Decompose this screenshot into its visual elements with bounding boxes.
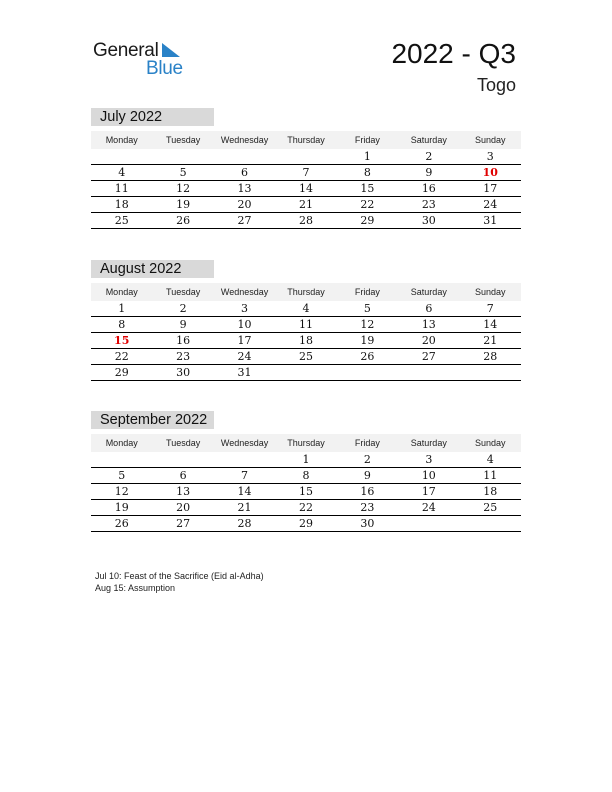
weekday-label: Monday	[105, 438, 138, 448]
day-cell: 7	[486, 302, 494, 315]
day-cell: 26	[114, 517, 129, 530]
weekday-label: Thursday	[287, 438, 325, 448]
day-cell: 20	[421, 334, 436, 347]
day-cell: 13	[237, 182, 252, 195]
weekday-label: Thursday	[287, 287, 325, 297]
day-cell: 16	[360, 485, 375, 498]
day-cell: 31	[237, 366, 252, 379]
weekday-label: Monday	[105, 135, 138, 145]
day-cell: 16	[176, 334, 191, 347]
day-cell: 20	[176, 501, 191, 514]
day-cell: 3	[486, 150, 494, 163]
day-cell: 25	[483, 501, 498, 514]
week-row	[91, 197, 521, 213]
weekday-label: Saturday	[410, 287, 447, 297]
week-row	[91, 349, 521, 365]
day-cell: 14	[298, 182, 313, 195]
week-row	[91, 149, 521, 165]
week-row	[91, 365, 521, 381]
day-cell: 4	[302, 302, 310, 315]
day-cell: 13	[176, 485, 191, 498]
weekday-label: Sunday	[474, 438, 506, 448]
weekday-label: Wednesday	[220, 135, 269, 145]
day-cell: 8	[302, 469, 310, 482]
day-cell: 22	[298, 501, 313, 514]
day-cell: 15	[298, 485, 313, 498]
day-cell: 6	[425, 302, 433, 315]
day-cell: 23	[360, 501, 375, 514]
logo-triangle-icon	[162, 43, 180, 57]
generalblue-logo	[93, 40, 193, 80]
day-cell: 11	[483, 469, 498, 482]
week-row	[91, 317, 521, 333]
day-cell: 19	[114, 501, 129, 514]
day-cell: 24	[421, 501, 436, 514]
day-cell: 27	[176, 517, 191, 530]
weekday-label: Friday	[354, 135, 380, 145]
day-cell: 5	[363, 302, 371, 315]
month-calendar	[91, 411, 521, 532]
month-calendar	[91, 260, 521, 381]
day-cell: 3	[425, 453, 433, 466]
weekday-label: Friday	[354, 438, 380, 448]
weekday-label: Tuesday	[166, 438, 201, 448]
day-cell: 14	[237, 485, 252, 498]
day-cell: 25	[298, 350, 313, 363]
weekday-header-row	[91, 283, 521, 301]
day-cell: 10	[421, 469, 436, 482]
weekday-label: Sunday	[474, 135, 506, 145]
week-row	[91, 468, 521, 484]
holiday-note: Jul 10: Feast of the Sacrifice (Eid al-Adha)	[95, 571, 264, 581]
weekday-label: Tuesday	[166, 287, 201, 297]
week-row	[91, 500, 521, 516]
day-cell: 14	[483, 318, 498, 331]
day-cell: 19	[360, 334, 375, 347]
day-cell: 22	[114, 350, 129, 363]
day-cell: 9	[363, 469, 371, 482]
day-cell: 23	[176, 350, 191, 363]
day-cell: 5	[118, 469, 126, 482]
day-cell: 11	[114, 182, 129, 195]
day-cell: 4	[486, 453, 494, 466]
month-header: August 2022	[91, 260, 214, 278]
day-cell: 27	[237, 214, 252, 227]
holiday-notes	[95, 570, 264, 594]
day-cell: 28	[237, 517, 252, 530]
logo-text-general: General	[93, 40, 159, 61]
week-row	[91, 516, 521, 532]
day-cell: 18	[483, 485, 498, 498]
week-row	[91, 213, 521, 229]
day-cell: 21	[483, 334, 498, 347]
day-cell: 30	[421, 214, 436, 227]
day-cell: 21	[298, 198, 313, 211]
day-cell: 18	[114, 198, 129, 211]
day-cell: 31	[483, 214, 498, 227]
day-cell: 2	[425, 150, 433, 163]
day-cell: 2	[363, 453, 371, 466]
week-row	[91, 301, 521, 317]
day-cell: 8	[363, 166, 371, 179]
day-cell: 15	[360, 182, 375, 195]
day-cell: 26	[360, 350, 375, 363]
day-cell: 24	[483, 198, 498, 211]
day-cell: 12	[114, 485, 129, 498]
day-cell: 1	[118, 302, 126, 315]
weekday-label: Wednesday	[220, 287, 269, 297]
weekday-label: Tuesday	[166, 135, 201, 145]
day-cell: 1	[302, 453, 310, 466]
weekday-header-row	[91, 131, 521, 149]
weekday-label: Monday	[105, 287, 138, 297]
weekday-label: Saturday	[410, 135, 447, 145]
day-cell: 17	[483, 182, 498, 195]
day-cell: 1	[363, 150, 371, 163]
holiday-day-cell: 15	[114, 334, 130, 347]
day-cell: 29	[114, 366, 129, 379]
day-cell: 4	[118, 166, 126, 179]
day-cell: 24	[237, 350, 252, 363]
day-cell: 25	[114, 214, 129, 227]
month-header: July 2022	[91, 108, 214, 126]
weekday-header-row	[91, 434, 521, 452]
day-cell: 8	[118, 318, 126, 331]
holiday-note: Aug 15: Assumption	[95, 583, 176, 593]
day-cell: 23	[421, 198, 436, 211]
day-cell: 28	[483, 350, 498, 363]
day-cell: 7	[241, 469, 249, 482]
weekday-label: Saturday	[410, 438, 447, 448]
day-cell: 19	[176, 198, 191, 211]
day-cell: 2	[179, 302, 187, 315]
day-cell: 12	[360, 318, 375, 331]
weekday-label: Wednesday	[220, 438, 269, 448]
page-title: 2022 - Q3	[391, 38, 516, 69]
day-cell: 6	[179, 469, 187, 482]
day-cell: 5	[179, 166, 187, 179]
day-cell: 10	[237, 318, 252, 331]
holiday-day-cell: 10	[482, 166, 498, 179]
day-cell: 6	[241, 166, 249, 179]
day-cell: 28	[298, 214, 313, 227]
country-name: Togo	[476, 75, 516, 95]
day-cell: 18	[298, 334, 313, 347]
day-cell: 9	[179, 318, 187, 331]
day-cell: 30	[176, 366, 191, 379]
day-cell: 29	[298, 517, 313, 530]
day-cell: 21	[237, 501, 252, 514]
day-cell: 17	[421, 485, 436, 498]
weekday-label: Friday	[354, 287, 380, 297]
day-cell: 9	[425, 166, 433, 179]
day-cell: 29	[360, 214, 375, 227]
day-cell: 22	[360, 198, 375, 211]
weekday-label: Sunday	[474, 287, 506, 297]
day-cell: 11	[298, 318, 313, 331]
day-cell: 27	[421, 350, 436, 363]
month-calendar	[91, 108, 521, 229]
day-cell: 16	[421, 182, 436, 195]
logo-text-blue: Blue	[146, 58, 183, 79]
day-cell: 30	[360, 517, 375, 530]
day-cell: 26	[176, 214, 191, 227]
week-row	[91, 333, 521, 349]
day-cell: 12	[176, 182, 191, 195]
weekday-label: Thursday	[287, 135, 325, 145]
day-cell: 7	[302, 166, 310, 179]
month-header: September 2022	[91, 411, 214, 429]
week-row	[91, 452, 521, 468]
week-row	[91, 484, 521, 500]
day-cell: 3	[241, 302, 249, 315]
day-cell: 20	[237, 198, 252, 211]
week-row	[91, 181, 521, 197]
day-cell: 17	[237, 334, 252, 347]
day-cell: 13	[421, 318, 436, 331]
week-row	[91, 165, 521, 181]
